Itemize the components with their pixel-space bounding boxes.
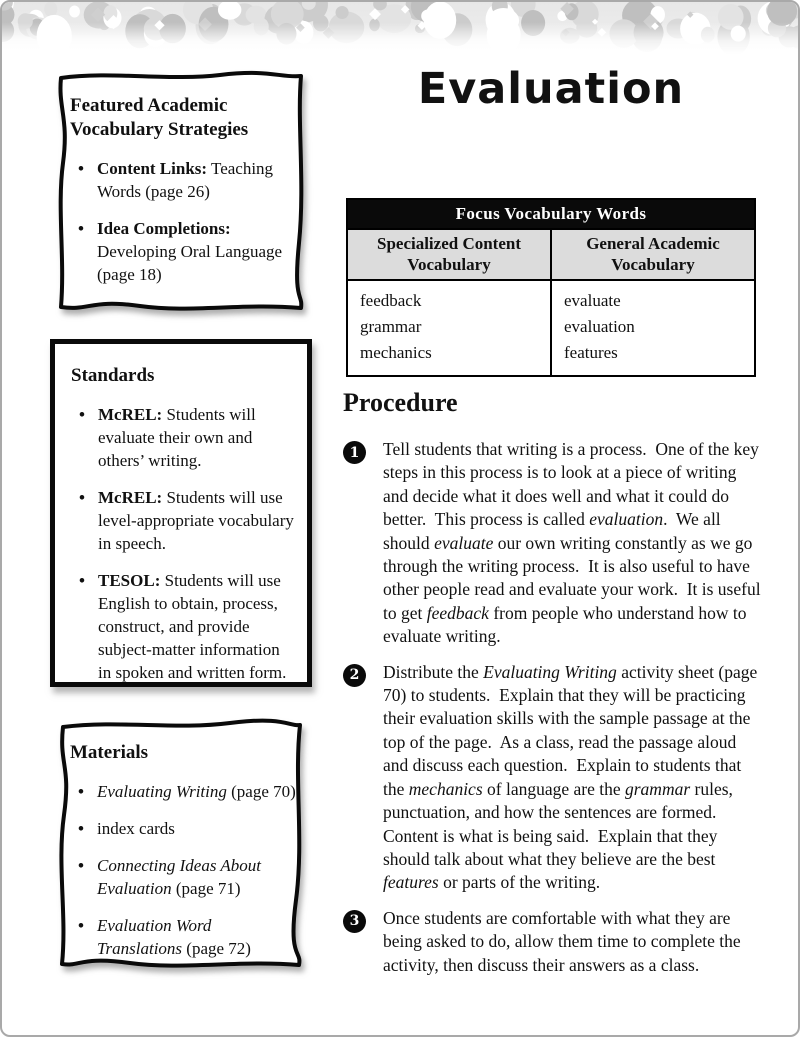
step-text: Distribute the Evaluating Writing activity sheet (page 70) to students. Explain that they will be practicing their evaluation skills with the sample passage at the top of the page. As a class, read the passage aloud and discuss each question. Explain to students that the mechanics of language are the grammar rules, punctuation, and how the sentences are formed. Content is what is being said. Explain that they should talk about what they believe are the best features or parts of the writing. [383, 661, 762, 893]
list-item [78, 780, 296, 803]
bullet-icon: • [79, 487, 85, 507]
standards-heading: Standards [71, 365, 155, 386]
bullet-icon: • [79, 570, 85, 590]
list-item [79, 569, 295, 684]
list-item [78, 854, 296, 900]
bullet-icon: • [79, 404, 85, 424]
list-item [78, 817, 296, 840]
step-number-badge: 3 [343, 910, 366, 933]
step-text: Once students are comfortable with what they are being asked to do, allow them time to complete the activity, then discuss their answers as a class. [383, 907, 746, 975]
table-body-row [347, 280, 755, 376]
bullet-icon: • [78, 781, 84, 801]
procedure-step-3 [343, 907, 765, 977]
list-item-text: Evaluation Word Translations (page 72) [97, 915, 251, 958]
vocab-word: feedback [360, 291, 422, 311]
list-item-text: McREL: Students will use level-appropriate vocabulary in speech. [98, 487, 294, 553]
bullet-icon: • [78, 158, 84, 178]
featured-strategies-heading: Featured Academic Vocabulary Strategies [70, 95, 249, 140]
standards-box [50, 339, 312, 687]
list-item-text: Idea Completions: Developing Oral Language (page 18) [97, 218, 283, 284]
specialized-vocab-cell [347, 280, 551, 376]
list-item-text: Content Links: Teaching Words (page 26) [97, 158, 274, 201]
step-number-badge: 2 [343, 664, 366, 687]
table-title-row [347, 199, 755, 229]
list-item [79, 403, 295, 472]
dots-pattern-icon [2, 2, 798, 56]
list-item-text: TESOL: Students will use English to obtain, process, construct, and provide subject-matter information in spoken and written form. [98, 570, 287, 682]
table-header-row [347, 229, 755, 280]
procedure-heading: Procedure [343, 388, 458, 417]
vocab-word: features [564, 343, 618, 363]
list-item-text: Evaluating Writing (page 70) [97, 781, 296, 801]
list-item [78, 914, 296, 960]
table-title: Focus Vocabulary Words [347, 199, 755, 229]
bullet-icon: • [78, 818, 84, 838]
vocab-word: grammar [360, 317, 422, 337]
decorative-dot-band [2, 2, 798, 56]
bullet-icon: • [78, 915, 84, 935]
general-vocab-cell [551, 280, 755, 376]
page-title: Evaluation [417, 64, 685, 114]
procedure-step-2 [343, 661, 765, 895]
column-header-general: General Academic Vocabulary [551, 229, 755, 280]
procedure-step-1 [343, 438, 765, 649]
materials-box [50, 715, 312, 975]
list-item-text: Connecting Ideas About Evaluation (page 71) [97, 855, 261, 898]
list-item [79, 486, 295, 555]
column-header-specialized: Specialized Content Vocabulary [347, 229, 551, 280]
step-number-badge: 1 [343, 441, 366, 464]
vocab-word: evaluation [564, 317, 635, 337]
bullet-icon: • [78, 218, 84, 238]
procedure-steps [343, 438, 765, 989]
list-item-text: McREL: Students will evaluate their own and others’ writing. [98, 404, 256, 470]
vocab-word: evaluate [564, 291, 621, 311]
bullet-icon: • [78, 855, 84, 875]
list-item [78, 157, 296, 203]
step-text: Tell students that writing is a process. One of the key steps in this process is to look at a piece of writing and decide what it does well and what it could do better. This process is called evaluation. We all should evaluate our own writing constantly as we go through the writing process. It is also useful to have other people read and evaluate your work. It is useful to get feedback from people who understand how to evaluate writing. [383, 439, 765, 647]
list-item [78, 217, 296, 286]
featured-strategies-box [50, 68, 312, 316]
focus-vocabulary-table [346, 198, 756, 377]
vocab-word: mechanics [360, 343, 432, 363]
materials-heading: Materials [70, 742, 149, 763]
list-item-text: index cards [97, 818, 175, 838]
